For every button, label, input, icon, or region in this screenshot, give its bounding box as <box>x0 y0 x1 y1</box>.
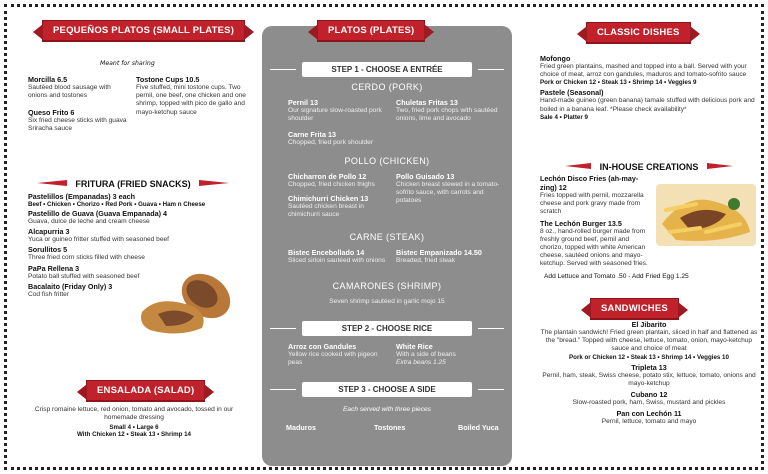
menu-item: Cubano 12 Slow-roasted pork, ham, Swiss, mustard and pickles <box>572 390 726 407</box>
side-item: Boiled Yuca <box>458 423 499 432</box>
classic-list <box>540 54 758 121</box>
step2-label: STEP 2 - CHOOSE RICE <box>302 321 472 336</box>
inhouse-title: IN-HOUSE CREATIONS <box>599 162 699 172</box>
plates-banner: PLATOS (PLATES) <box>317 20 425 41</box>
menu-item: Bistec Encebollado 14 Sliced sirloin sautéed with onions <box>288 248 386 264</box>
menu-item: Pollo Guisado 13 Chicken breast stewed in a tomato-sofrito sauce, with carrots and potatoes <box>396 172 500 205</box>
menu-item: Pastelillo de Guava (Guava Empanada) 4 Guava, dulce de leche and cream cheese <box>28 209 168 225</box>
small-plates-banner: PEQUEÑOS PLATOS (SMALL PLATES) <box>42 20 245 41</box>
salad-block <box>22 406 246 438</box>
steak-category: CARNE (STEAK) <box>349 232 425 242</box>
salad-addons: With Chicken 12 • Steak 13 • Shrimp 14 <box>77 431 191 439</box>
classic-banner: CLASSIC DISHES <box>586 22 691 43</box>
inhouse-list <box>540 174 652 269</box>
fritura-header <box>14 174 252 192</box>
empanada-photo <box>138 266 238 340</box>
sandwiches-banner: SANDWICHES <box>590 298 679 319</box>
menu-item: Pan con Lechón 11 Pernil, lettuce, tomato and mayo <box>601 409 697 426</box>
menu-item: Sorullitos 5 Three fried corn sticks filled with cheese <box>28 245 145 262</box>
pork-category: CERDO (PORK) <box>351 82 423 92</box>
side-item: Maduros <box>286 423 316 432</box>
menu-item: Chimichurri Chicken 13 Sautéed chicken breast in chimichurri sauce <box>288 194 369 219</box>
menu-item: Morcilla 6.5 Sautéed blood sausage with onions and tostones <box>28 75 111 100</box>
inhouse-header <box>540 157 758 175</box>
menu-item: Pastele (Seasonal) Hand-made guineo (green banana) tamale stuffed with delicious pork and boiled in a banana leaf. *Please check availability* Sale 4 • Platter 9 <box>540 88 755 121</box>
menu-item: Arroz con Gandules Yellow rice cooked with pigeon peas <box>288 342 378 367</box>
menu-item: Carne Frita 13 Chopped, fried pork shoulder <box>288 130 374 146</box>
sides-note: Each served with three pieces <box>343 406 431 413</box>
menu-item: Mofongo Fried green plantains, mashed and topped into a ball. Served with your choice of meat, arroz con gandules, maduros and tomato-sofrito sauce Pork or Chicken 12 • Steak 13 • Shrimp 14 • Veggies 9 <box>540 54 747 87</box>
menu-item: Chuletas Fritas 13 Two, fried pork chops with sautéed onions, lime and avocado <box>396 98 498 123</box>
chicken-category: POLLO (CHICKEN) <box>344 156 430 166</box>
menu-item: The Lechón Burger 13.5 8 oz., hand-rolled burger made from freshly ground beef, pernil and chorizo, topped with white American cheese, sautéed onions and mayo-ketchup. Served with seasoned fries. <box>540 218 648 268</box>
fritura-title: FRITURA (FRIED SNACKS) <box>75 179 191 189</box>
plates-panel <box>262 26 512 466</box>
menu-item: Pernil 13 Our signature slow-roasted pork shoulder <box>288 98 382 123</box>
menu-item: Bacalaito (Friday Only) 3 Cod fish fritter <box>28 281 113 298</box>
inhouse-addons: Add Lettuce and Tomato .50 - Add Fried Egg 1.25 <box>544 273 689 280</box>
sharing-note: Meant for sharing <box>100 60 155 67</box>
salad-sizes: Small 4 • Large 6 <box>109 424 159 432</box>
menu-item: Tostone Cups 10.5 Five stuffed, mini tostone cups. Two pernil, one beef, one chicken and one shrimp, topped with pico de gallo and mayo-ketchup sauce <box>136 75 246 116</box>
menu-item: Tripleta 13 Pernil, ham, steak, Swiss cheese, potato stix, lettuce, tomato, onions and mayo-ketchup <box>542 362 756 387</box>
sandwich-list <box>540 320 758 426</box>
menu-item: PaPa Rellena 3 Potato ball stuffed with seasoned beef <box>28 263 140 280</box>
step3-label: STEP 3 - CHOOSE A SIDE <box>302 382 472 397</box>
salad-desc: Crisp romaine lettuce, red onion, tomato and avocado, tossed in our homemade dressing <box>34 406 234 422</box>
side-item: Tostones <box>374 423 406 432</box>
menu-item: Bistec Empanizado 14.50 Breaded, fried steak <box>396 248 482 264</box>
menu-item: Queso Frito 6 Six fried cheese sticks with guava Sriracha sauce <box>28 108 127 133</box>
menu-item: Alcapurria 3 Yuca or guineo fritter stuffed with seasoned beef <box>28 227 170 244</box>
step1-label: STEP 1 - CHOOSE A ENTRÉE <box>302 62 472 77</box>
menu-item: White Rice With a side of beans Extra beans 1.25 <box>396 342 456 367</box>
shrimp-desc: Seven shrimp sautéed in garlic mojo 15 <box>329 298 445 305</box>
menu-item: El Jibarito The plantain sandwich! Fried green plantain, sliced in half and flattened as the "bread." Topped with cheese, lettuce, tomato, onion, mayo-ketchup sauce and choice of meat Pork or Chicken 12 • Steak 13 • Shrimp 14 • Veggies 10 <box>540 320 758 361</box>
menu-item: Pastelillos (Empanadas) 3 each Beef • Chicken • Chorizo • Red Pork • Guava • Ham n Cheese <box>28 192 206 208</box>
shrimp-category: CAMARONES (SHRIMP) <box>332 281 442 291</box>
menu-item: Lechón Disco Fries (ah-may-zing) 12 Fries topped with pernil, mozzarella cheese and pork gravy made from scratch <box>540 174 644 216</box>
disco-fries-photo <box>656 184 756 246</box>
menu-item: Chicharron de Pollo 12 Chopped, fried chicken thighs <box>288 172 375 188</box>
salad-banner: ENSALADA (SALAD) <box>86 380 205 401</box>
